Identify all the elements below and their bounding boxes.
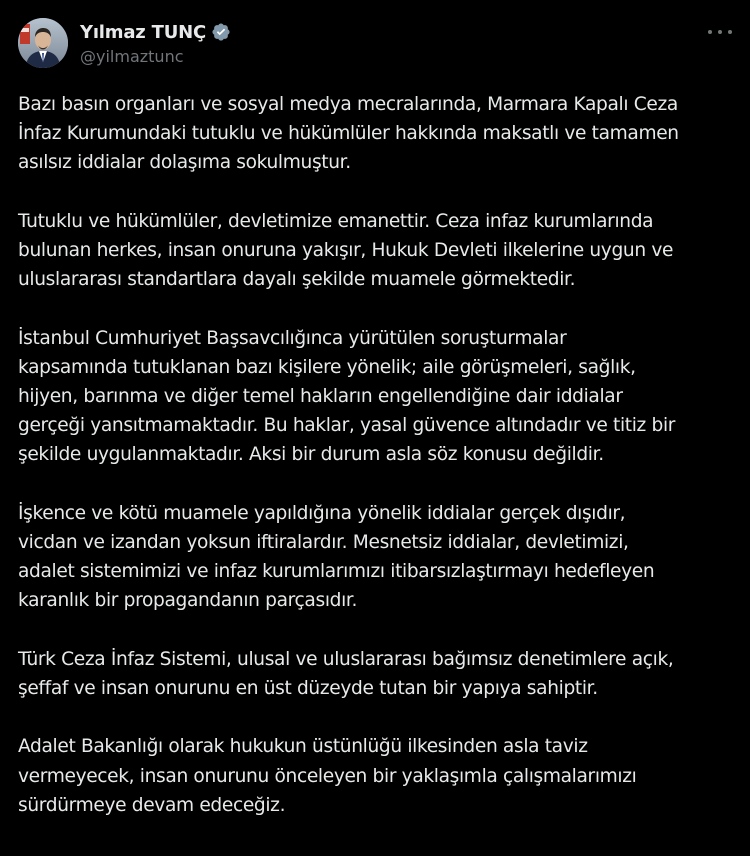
display-name[interactable]: Yılmaz TUNÇ: [80, 21, 206, 43]
more-horizontal-icon[interactable]: [708, 22, 732, 42]
more-dot: [718, 30, 722, 34]
tweet-header: [18, 18, 732, 70]
avatar-photo-icon: [18, 18, 68, 68]
display-name-row: [80, 20, 231, 44]
avatar[interactable]: [18, 18, 68, 68]
tweet-text: [18, 90, 734, 820]
tweet-paragraph-2: Tutuklu ve hükümlüler, devletimize emanettir. Ceza infaz kurumlarında bulunan herkes, insan onuruna yakışır, Hukuk Devleti ilkelerine uygun ve uluslararası standartlara dayalı şekilde muamele görmektedir.: [18, 210, 674, 291]
author-handle[interactable]: @yilmaztunc: [80, 47, 184, 66]
tweet-paragraph-3: İstanbul Cumhuriyet Başsavcılığınca yürütülen soruşturmalar kapsamında tutuklanan bazı kişilere yönelik; aile görüşmeleri, sağlık, hijyen, barınma ve diğer temel hakların engellendiğine dair iddialar gerçeği yansıtmamaktadır. Bu haklar, yasal güvence altındadır ve titiz bir şekilde uygulanmaktadır. Aksi bir durum asla söz konusu değildir.: [18, 327, 676, 466]
tweet-paragraph-5: Türk Ceza İnfaz Sistemi, ulusal ve uluslararası bağımsız denetimlere açık, şeffaf ve insan onurunu en üst düzeyde tutan bir yapıya sahiptir.: [18, 648, 674, 699]
tweet-paragraph-4: İşkence ve kötü muamele yapıldığına yönelik iddialar gerçek dışıdır, vicdan ve izandan yoksun iftiralardır. Mesnetsiz iddialar, devletimizi, adalet sistemimizi ve infaz kurumlarımızı itibarsızlaştırmayı hedefleyen karanlık bir propagandanın parçasıdır.: [18, 502, 655, 612]
author-names: [80, 20, 231, 66]
more-dot: [728, 30, 732, 34]
more-dot: [708, 30, 712, 34]
verified-badge-icon[interactable]: [211, 22, 231, 42]
tweet-paragraph-1: Bazı basın organları ve sosyal medya mecralarında, Marmara Kapalı Ceza İnfaz Kurumundaki tutuklu ve hükümlüler hakkında maksatlı ve tamamen asılsız iddialar dolaşıma sokulmuştur.: [18, 94, 679, 174]
tweet-paragraph-6: Adalet Bakanlığı olarak hukukun üstünlüğü ilkesinden asla taviz vermeyecek, insan onurunu önceleyen bir yaklaşımla çalışmalarımızı sürdürmeye devam edeceğiz.: [18, 736, 637, 816]
